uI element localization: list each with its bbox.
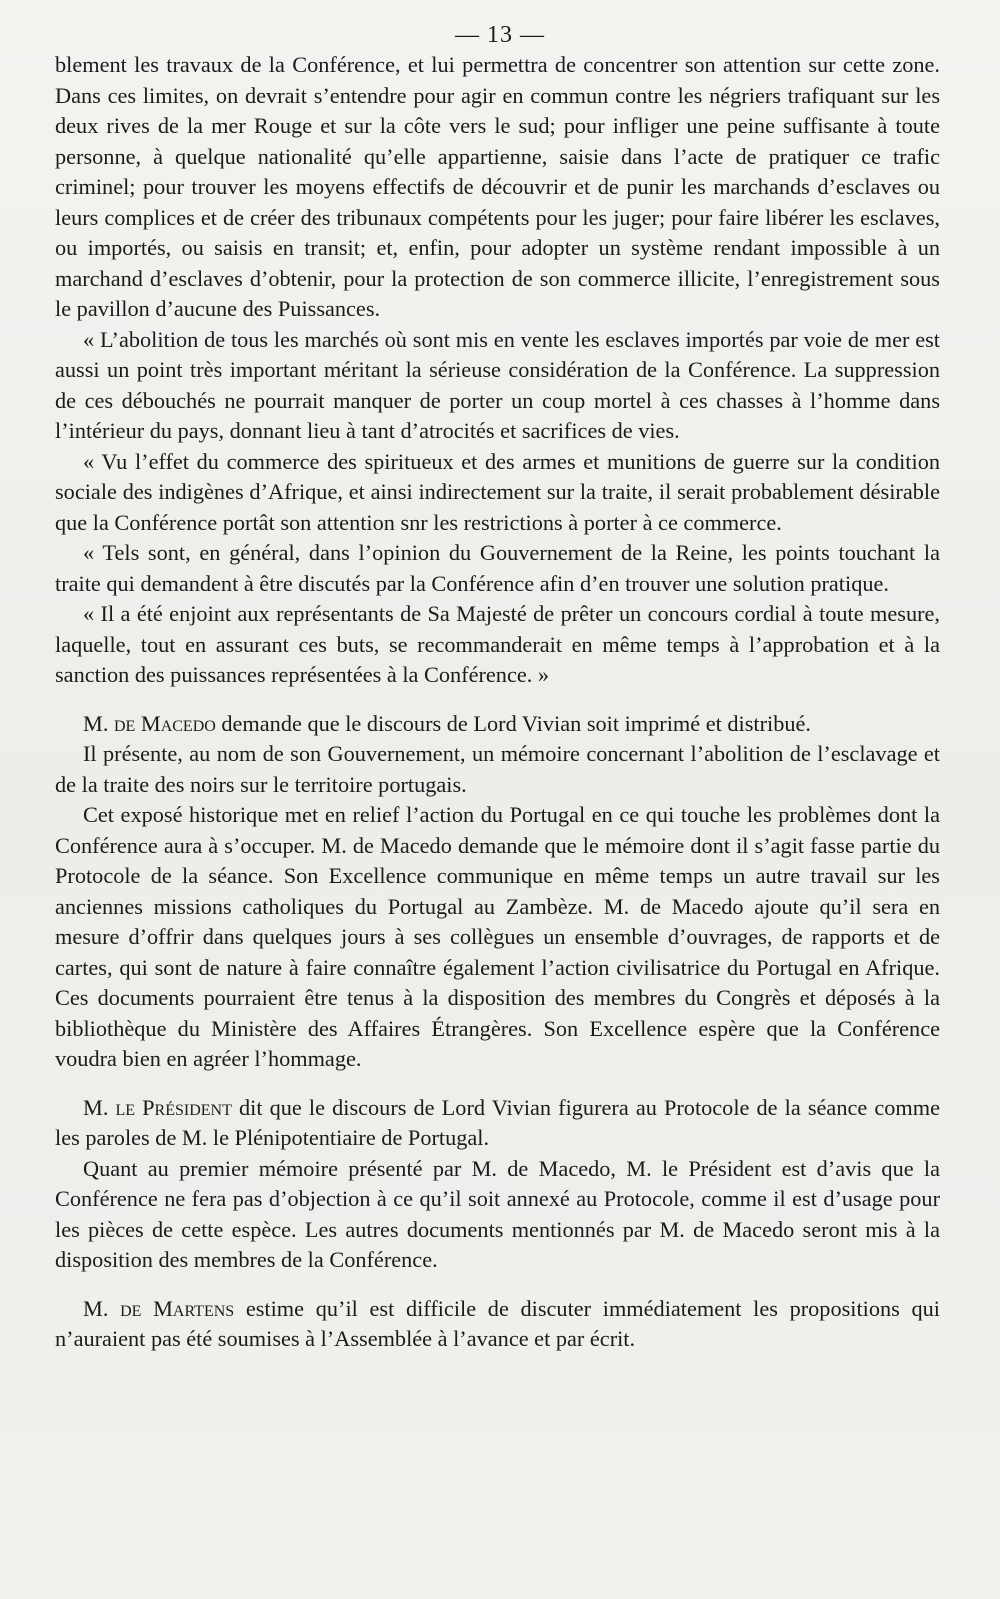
paragraph: Quant au premier mémoire présenté par M. de Macedo, M. le Président est d’avis que la Conférence ne fera pas d’objection à ce qu’il soit annexé au Protocole, comme il est d’usage pour les pièces de cette espèce. Les autres documents mentionnés par M. de Macedo seront mis à la disposition des membres de la Conférence. — [55, 1155, 940, 1272]
paragraph: M. le Président dit que le discours de Lord Vivian figurera au Protocole de la séance comme les paroles de M. le Plénipotentiaire de Portugal. — [55, 1094, 940, 1150]
paragraph: « Tels sont, en général, dans l’opinion du Gouvernement de la Reine, les points touchant la traite qui demandent à être discutés par la Conférence afin d’en trouver une solution pratique. — [55, 540, 940, 596]
speaker-name: M. de Macedo — [83, 710, 216, 736]
speaker-name: M. de Martens — [83, 1295, 235, 1321]
paragraph: Il présente, au nom de son Gouvernement, un mémoire concernant l’abolition de l’esclavage et de la traite des noirs sur le territoire portugais. — [55, 741, 940, 797]
paragraph: blement les travaux de la Conférence, et lui permettra de concentrer son attention sur cette zone. Dans ces limites, on devrait s’entendre pour agir en commun contre les négriers trafiquant sur les deux rives de la mer Rouge et sur la côte vers le sud; pour infliger une peine suffisante à toute personne, à quelque nationalité qu’elle appartienne, saisie dans l’acte de pratiquer ce trafic criminel; pour trouver les moyens effectifs de découvrir et de punir les marchands d’esclaves ou leurs complices et de créer des tribunaux compétents pour les juger; pour faire libérer les esclaves, ou importés, ou saisis en transit; et, enfin, pour adopter un système rendant impossible à un marchand d’esclaves d’obtenir, pour la protection de son commerce illicite, l’enregistrement sous le pavillon d’aucune des Puissances. — [55, 52, 940, 321]
paragraph: M. de Macedo demande que le discours de Lord Vivian soit imprimé et distribué. — [83, 710, 811, 736]
paragraph: Cet exposé historique met en relief l’action du Portugal en ce qui touche les problèmes dont la Conférence aura à s’occuper. M. de Macedo demande que le mémoire dont il s’agit fasse partie du Protocole de la séance. Son Excellence communique en même temps un autre travail sur les anciennes missions catholiques du Portugal au Zambèze. M. de Macedo ajoute qu’il sera en mesure d’offrir dans quelques jours à ses collègues un ensemble d’ouvrages, de rapports et de cartes, qui sont de nature à faire connaître également l’action civilisatrice du Portugal en Afrique. Ces documents pourraient être tenus à la disposition des membres du Congrès et déposés à la bibliothèque du Ministère des Affaires Étrangères. Son Excellence espère que la Conférence voudra bien en agréer l’hommage. — [55, 802, 940, 1071]
paragraph: M. de Martens estime qu’il est difficile de discuter immédiatement les propositions qui n’auraient pas été soumises à l’Assemblée à l’avance et par écrit. — [55, 1295, 940, 1351]
body-text — [55, 50, 940, 1355]
paragraph: « Il a été enjoint aux représentants de Sa Majesté de prêter un concours cordial à toute mesure, laquelle, tout en assurant ces buts, se recommanderait en même temps à l’approbation et à la sanction des puissances représentées à la Conférence. » — [55, 601, 940, 687]
paragraph: « Vu l’effet du commerce des spiritueux et des armes et munitions de guerre sur la condition sociale des indigènes d’Afrique, et ainsi indirectement sur la traite, il serait probablement désirable que la Conférence portât son attention snr les restrictions à porter à ce commerce. — [55, 448, 940, 535]
paragraph: « L’abolition de tous les marchés où sont mis en vente les esclaves importés par voie de mer est aussi un point très important méritant la sérieuse considération de la Conférence. La suppression de ces débouchés ne pourrait manquer de porter un coup mortel à ces chasses à l’homme dans l’intérieur du pays, donnant lieu à tant d’atrocités et sacrifices de vies. — [55, 326, 940, 443]
page-number: — 13 — — [455, 22, 545, 48]
speaker-name: M. le Président — [83, 1094, 232, 1120]
